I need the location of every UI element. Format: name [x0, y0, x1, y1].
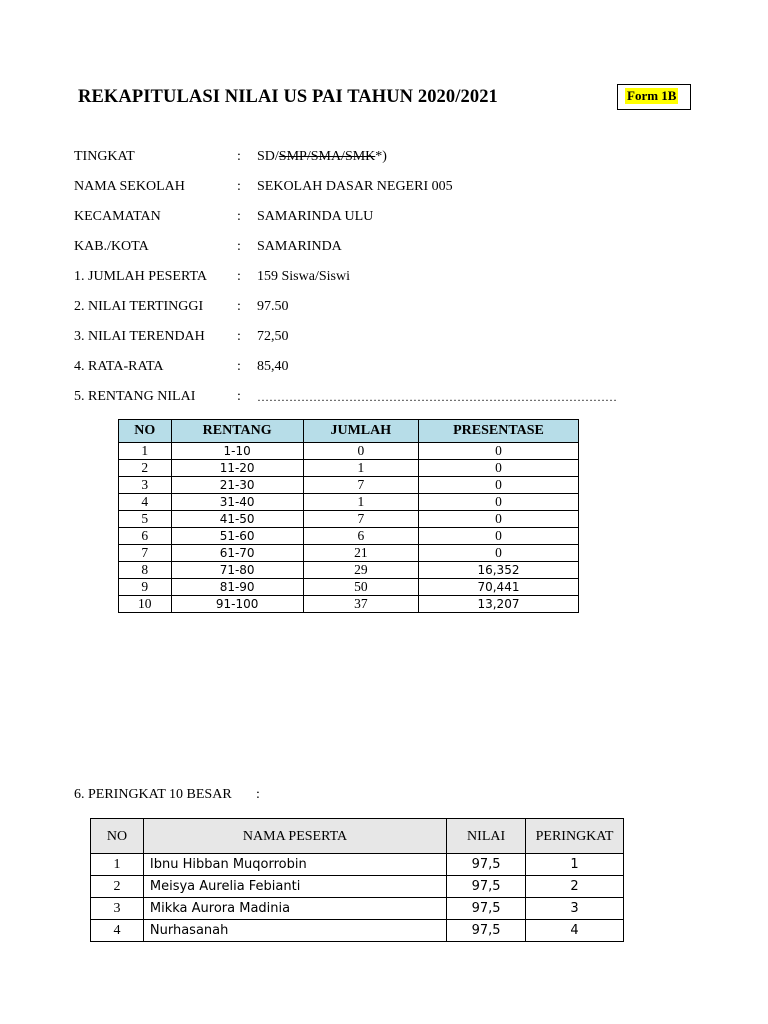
column-header-nilai: NILAI: [447, 819, 526, 854]
cell-rentang: 11-20: [171, 460, 303, 477]
cell-nama-peserta: Mikka Aurora Madinia: [143, 898, 446, 920]
cell-presentase: 16,352: [418, 562, 578, 579]
cell-no: 1: [119, 443, 172, 460]
table-header-row: [91, 819, 624, 854]
table-row: [119, 562, 579, 579]
cell-presentase: 0: [418, 443, 578, 460]
table-row: [119, 494, 579, 511]
cell-peringkat: 1: [526, 854, 624, 876]
table-row: [91, 876, 624, 898]
cell-jumlah: 29: [303, 562, 418, 579]
cell-rentang: 61-70: [171, 545, 303, 562]
column-header-nama-peserta: NAMA PESERTA: [143, 819, 446, 854]
table-row: [119, 443, 579, 460]
cell-no: 7: [119, 545, 172, 562]
cell-rentang: 31-40: [171, 494, 303, 511]
field-value-rentang-nilai: ………………………………………………………………………………: [257, 390, 617, 404]
field-label-tingkat: TINGKAT: [74, 149, 135, 164]
cell-no: 9: [119, 579, 172, 596]
field-colon: :: [237, 329, 241, 344]
cell-no: 3: [91, 898, 144, 920]
field-value-kab-kota: SAMARINDA: [257, 239, 342, 254]
field-colon: :: [237, 239, 241, 254]
peringkat-label: 6. PERINGKAT 10 BESAR: [74, 787, 232, 802]
field-value-kecamatan: SAMARINDA ULU: [257, 209, 374, 224]
cell-rentang: 1-10: [171, 443, 303, 460]
peringkat-table: [90, 818, 624, 942]
field-colon: :: [237, 209, 241, 224]
cell-nilai: 97,5: [447, 854, 526, 876]
cell-no: 2: [91, 876, 144, 898]
cell-presentase: 0: [418, 545, 578, 562]
document-title: REKAPITULASI NILAI US PAI TAHUN 2020/2021: [78, 87, 498, 107]
cell-presentase: 0: [418, 477, 578, 494]
field-label-jumlah-peserta: 1. JUMLAH PESERTA: [74, 269, 207, 284]
field-label-nama-sekolah: NAMA SEKOLAH: [74, 179, 185, 194]
cell-presentase: 13,207: [418, 596, 578, 613]
table-row: [119, 545, 579, 562]
field-colon: :: [237, 359, 241, 374]
column-header-rentang: RENTANG: [171, 420, 303, 443]
cell-nama-peserta: Ibnu Hibban Muqorrobin: [143, 854, 446, 876]
cell-nilai: 97,5: [447, 898, 526, 920]
cell-presentase: 0: [418, 511, 578, 528]
field-colon: :: [237, 299, 241, 314]
cell-no: 10: [119, 596, 172, 613]
cell-nilai: 97,5: [447, 876, 526, 898]
cell-rentang: 21-30: [171, 477, 303, 494]
cell-jumlah: 6: [303, 528, 418, 545]
field-label-nilai-terendah: 3. NILAI TERENDAH: [74, 329, 205, 344]
table-row: [91, 898, 624, 920]
form-label: Form 1B: [627, 88, 677, 103]
cell-rentang: 71-80: [171, 562, 303, 579]
cell-no: 4: [91, 920, 144, 942]
cell-peringkat: 3: [526, 898, 624, 920]
cell-no: 1: [91, 854, 144, 876]
field-value-nilai-terendah: 72,50: [257, 329, 289, 344]
cell-jumlah: 1: [303, 494, 418, 511]
field-colon: :: [237, 269, 241, 284]
cell-rentang: 41-50: [171, 511, 303, 528]
cell-jumlah: 7: [303, 477, 418, 494]
column-header-peringkat: PERINGKAT: [526, 819, 624, 854]
cell-nama-peserta: Nurhasanah: [143, 920, 446, 942]
cell-jumlah: 37: [303, 596, 418, 613]
cell-no: 2: [119, 460, 172, 477]
cell-presentase: 0: [418, 494, 578, 511]
column-header-no: NO: [119, 420, 172, 443]
cell-jumlah: 1: [303, 460, 418, 477]
tingkat-struck-options: SMP/SMA/SMK: [278, 149, 376, 164]
cell-jumlah: 7: [303, 511, 418, 528]
table-row: [119, 596, 579, 613]
field-label-rentang-nilai: 5. RENTANG NILAI: [74, 389, 196, 404]
cell-no: 5: [119, 511, 172, 528]
field-label-kecamatan: KECAMATAN: [74, 209, 161, 224]
field-label-kab-kota: KAB./KOTA: [74, 239, 149, 254]
table-row: [119, 528, 579, 545]
peringkat-colon: :: [256, 787, 260, 802]
cell-no: 4: [119, 494, 172, 511]
rentang-nilai-table: [118, 419, 579, 613]
cell-peringkat: 4: [526, 920, 624, 942]
tingkat-footnote-mark: *): [375, 149, 387, 164]
cell-no: 6: [119, 528, 172, 545]
field-value-nilai-tertinggi: 97.50: [257, 299, 289, 314]
cell-no: 8: [119, 562, 172, 579]
cell-nilai: 97,5: [447, 920, 526, 942]
table-header-row: [119, 420, 579, 443]
table-row: [91, 854, 624, 876]
cell-presentase: 70,441: [418, 579, 578, 596]
field-value-nama-sekolah: SEKOLAH DASAR NEGERI 005: [257, 179, 453, 194]
cell-presentase: 0: [418, 528, 578, 545]
table-row: [119, 460, 579, 477]
field-value-rata-rata: 85,40: [257, 359, 289, 374]
cell-jumlah: 21: [303, 545, 418, 562]
cell-no: 3: [119, 477, 172, 494]
cell-nama-peserta: Meisya Aurelia Febianti: [143, 876, 446, 898]
cell-rentang: 51-60: [171, 528, 303, 545]
cell-peringkat: 2: [526, 876, 624, 898]
form-badge: [617, 84, 691, 110]
table-row: [119, 477, 579, 494]
field-label-rata-rata: 4. RATA-RATA: [74, 359, 164, 374]
table-row: [119, 579, 579, 596]
cell-jumlah: 50: [303, 579, 418, 596]
column-header-no: NO: [91, 819, 144, 854]
field-label-nilai-tertinggi: 2. NILAI TERTINGGI: [74, 299, 204, 314]
table-row: [91, 920, 624, 942]
cell-presentase: 0: [418, 460, 578, 477]
tingkat-selected: SD/: [257, 149, 279, 164]
field-value-jumlah-peserta: 159 Siswa/Siswi: [257, 269, 350, 284]
field-colon: :: [237, 179, 241, 194]
field-colon: :: [237, 389, 241, 404]
cell-rentang: 91-100: [171, 596, 303, 613]
cell-jumlah: 0: [303, 443, 418, 460]
field-value-tingkat: [257, 148, 387, 166]
field-colon: :: [237, 149, 241, 164]
column-header-presentase: PRESENTASE: [418, 420, 578, 443]
table-row: [119, 511, 579, 528]
cell-rentang: 81-90: [171, 579, 303, 596]
column-header-jumlah: JUMLAH: [303, 420, 418, 443]
